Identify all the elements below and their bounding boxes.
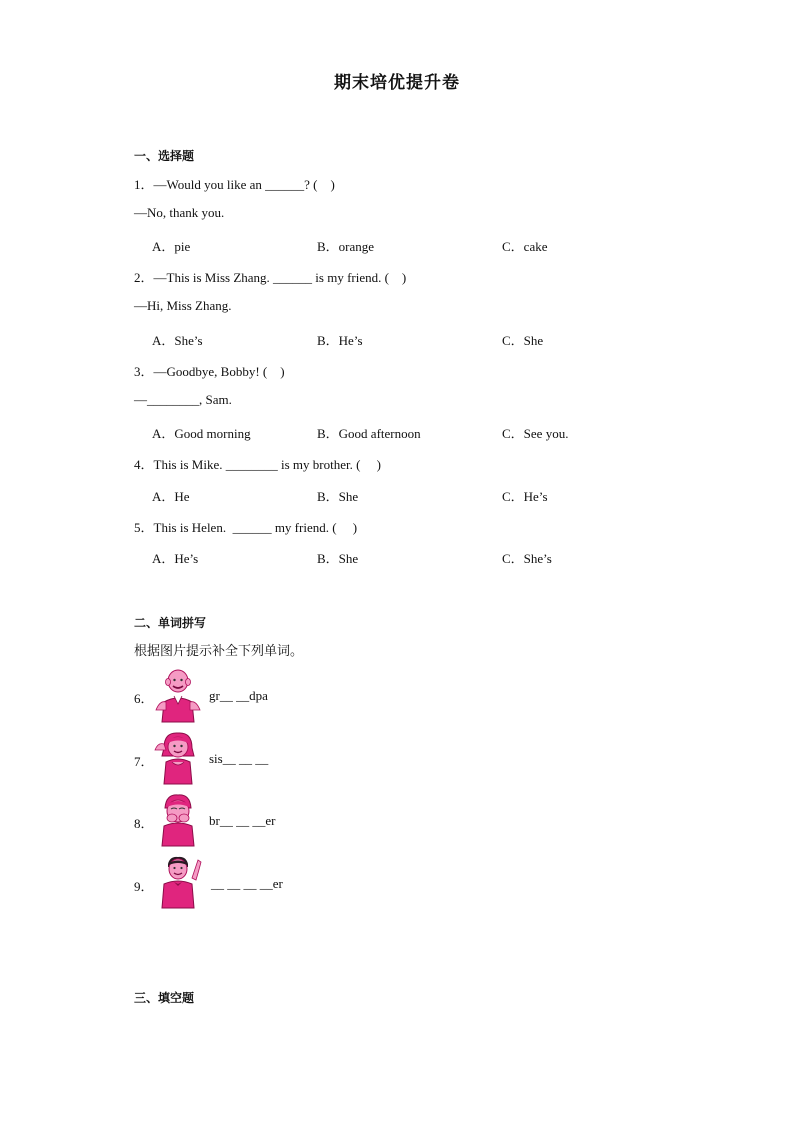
spelling-instruction: 根据图片提示补全下列单词。 [134,644,304,659]
section-heading-spelling: 二、单词拼写 [134,616,207,630]
spelling-8-number: 8． [134,816,154,831]
question-4-stem: 4．This is Mike. ________ is my brother. ( ) [134,457,381,472]
question-3-option-c[interactable]: C．See you. [502,426,569,441]
question-5-option-b[interactable]: B．She [317,551,359,566]
question-3-option-b[interactable]: B．Good afternoon [317,426,421,441]
question-3-option-a[interactable]: A．Good morning [152,426,251,441]
section-heading-choice: 一、选择题 [134,149,195,163]
question-5-option-c[interactable]: C．She’s [502,551,552,566]
spelling-6-word: gr__ __dpa [209,688,268,703]
spelling-9-number: 9． [134,879,154,894]
question-1-stem: 1．—Would you like an ______? ( ) [134,177,335,192]
spelling-9-word: __ __ __ __er [211,876,283,891]
page-title: 期末培优提升卷 [334,73,460,93]
question-3-stem: 3．—Goodbye, Bobby! ( ) [134,364,285,379]
spelling-7-number: 7． [134,754,154,769]
question-2-option-a[interactable]: A．She’s [152,333,203,348]
spelling-7-word: sis__ __ __ [209,751,269,766]
grandpa-icon [152,668,204,724]
question-1-option-b[interactable]: B．orange [317,239,375,254]
question-5-option-a[interactable]: A．He’s [152,551,199,566]
father-icon [152,854,204,910]
question-4-option-b[interactable]: B．She [317,489,359,504]
question-2-reply: —Hi, Miss Zhang. [134,298,232,313]
sister-icon [152,730,204,786]
question-1-reply: —No, thank you. [134,205,225,220]
question-5-stem: 5．This is Helen. ______ my friend. ( ) [134,520,358,535]
question-3-reply: —________, Sam. [134,392,232,407]
question-4-option-a[interactable]: A．He [152,489,190,504]
question-1-option-a[interactable]: A．pie [152,239,191,254]
section-heading-fill-blank: 三、填空题 [134,991,195,1005]
brother-icon [152,792,204,848]
question-2-stem: 2．—This is Miss Zhang. ______ is my friend. ( ) [134,270,407,285]
question-4-option-c[interactable]: C．He’s [502,489,548,504]
question-2-option-b[interactable]: B．He’s [317,333,363,348]
spelling-6-number: 6． [134,691,154,706]
question-1-option-c[interactable]: C．cake [502,239,548,254]
spelling-8-word: br__ __ __er [209,813,276,828]
question-2-option-c[interactable]: C．She [502,333,544,348]
